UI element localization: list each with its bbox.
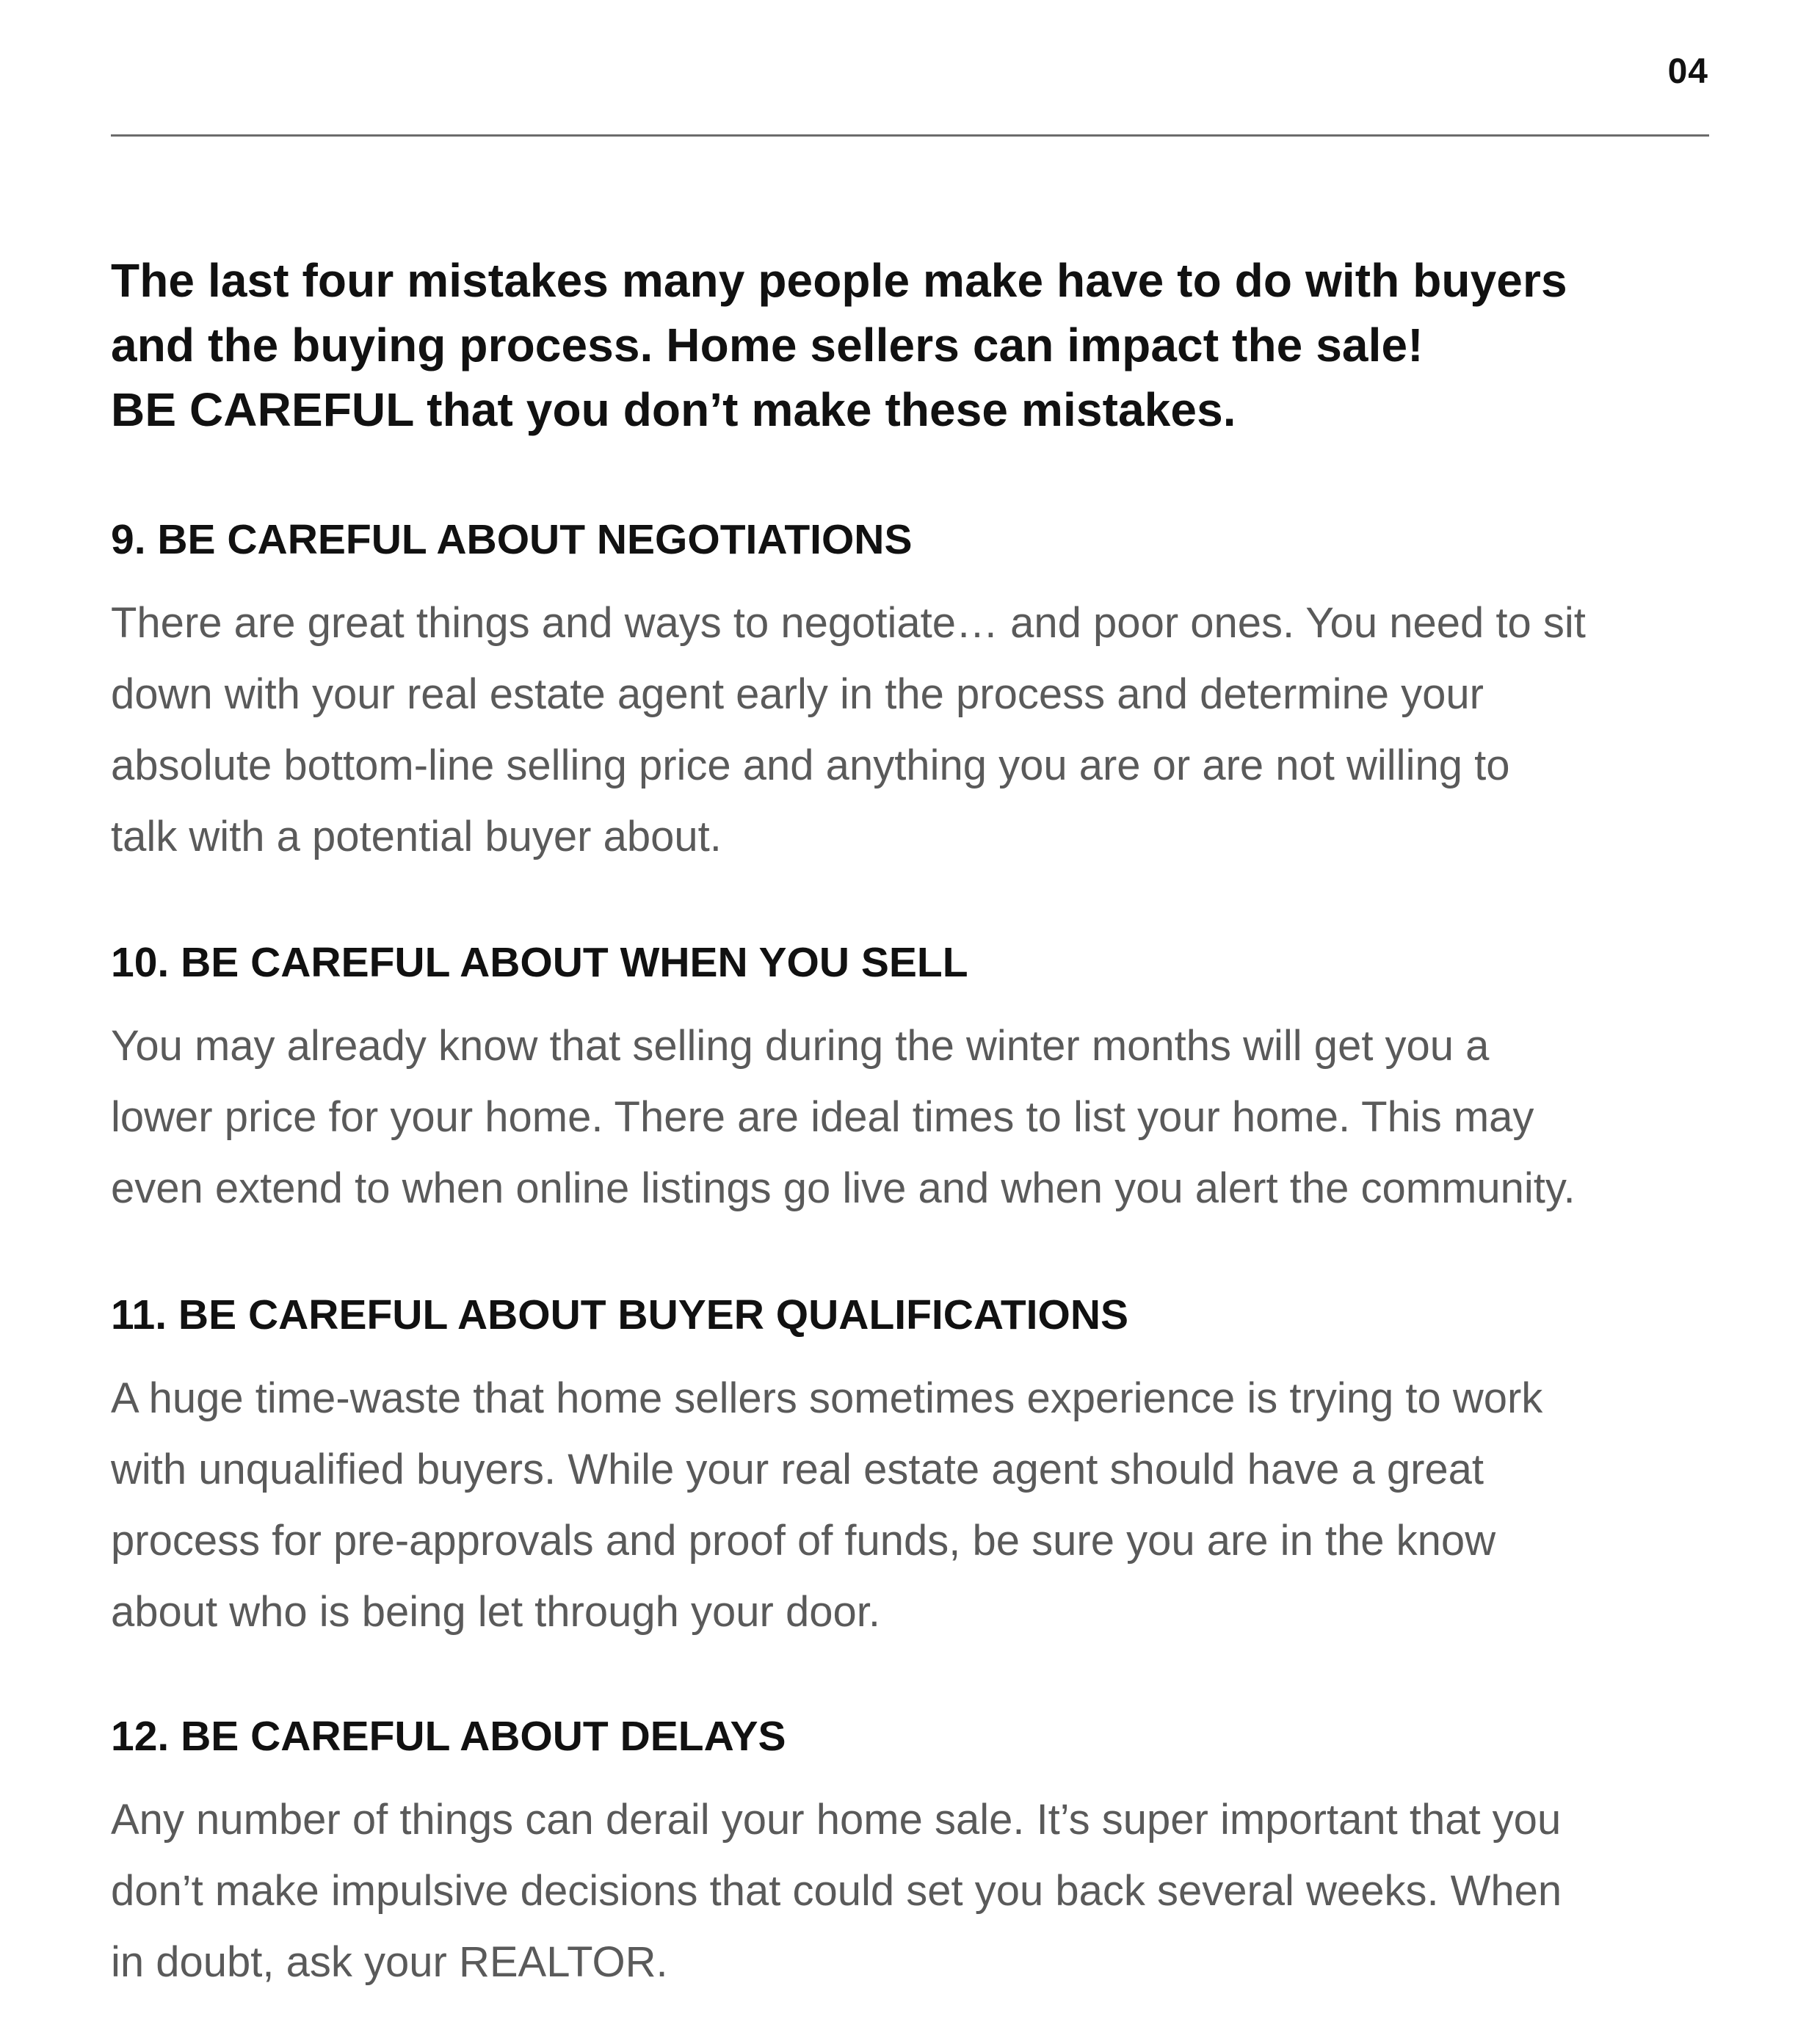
section-negotiations xyxy=(111,514,1586,872)
intro-line: The last four mistakes many people make have to do with buyers xyxy=(111,254,1567,307)
intro-line: BE CAREFUL that you don’t make these mistakes. xyxy=(111,383,1236,436)
section-body xyxy=(111,1010,1576,1224)
section-heading: 12. BE CAREFUL ABOUT DELAYS xyxy=(111,1713,786,1760)
section-buyer-qualifications xyxy=(111,1289,1542,1647)
intro-paragraph xyxy=(111,248,1719,442)
section-body xyxy=(111,587,1586,872)
section-when-you-sell xyxy=(111,937,1576,1224)
body-line: lower price for your home. There are ideal times to list your home. This may xyxy=(111,1093,1534,1141)
body-line: about who is being let through your door. xyxy=(111,1588,880,1636)
body-line: absolute bottom-line selling price and anything you are or are not willing to xyxy=(111,742,1510,789)
section-heading: 11. BE CAREFUL ABOUT BUYER QUALIFICATIONS xyxy=(111,1291,1129,1338)
header-divider xyxy=(111,134,1709,137)
body-line: You may already know that selling during the winter months will get you a xyxy=(111,1022,1490,1070)
body-line: process for pre-approvals and proof of funds, be sure you are in the know xyxy=(111,1517,1496,1565)
body-line: in doubt, ask your REALTOR. xyxy=(111,1938,668,1986)
section-heading: 10. BE CAREFUL ABOUT WHEN YOU SELL xyxy=(111,939,968,986)
page-number: 04 xyxy=(1667,52,1708,91)
page-content xyxy=(111,248,1719,1986)
body-line: with unqualified buyers. While your real estate agent should have a great xyxy=(111,1446,1484,1493)
body-line: even extend to when online listings go live and when you alert the community. xyxy=(111,1164,1576,1212)
body-line: don’t make impulsive decisions that could set you back several weeks. When xyxy=(111,1867,1562,1915)
section-body xyxy=(111,1784,1562,1998)
section-heading: 9. BE CAREFUL ABOUT NEGOTIATIONS xyxy=(111,516,913,563)
body-line: down with your real estate agent early in the process and determine your xyxy=(111,670,1484,718)
body-line: Any number of things can derail your home sale. It’s super important that you xyxy=(111,1796,1562,1844)
body-line: A huge time-waste that home sellers sometimes experience is trying to work xyxy=(111,1374,1543,1422)
body-line: talk with a potential buyer about. xyxy=(111,813,722,860)
section-body xyxy=(111,1363,1542,1647)
body-line: There are great things and ways to negotiate… and poor ones. You need to sit xyxy=(111,599,1586,647)
section-delays xyxy=(111,1711,1562,1998)
intro-line: and the buying process. Home sellers can impact the sale! xyxy=(111,319,1424,371)
